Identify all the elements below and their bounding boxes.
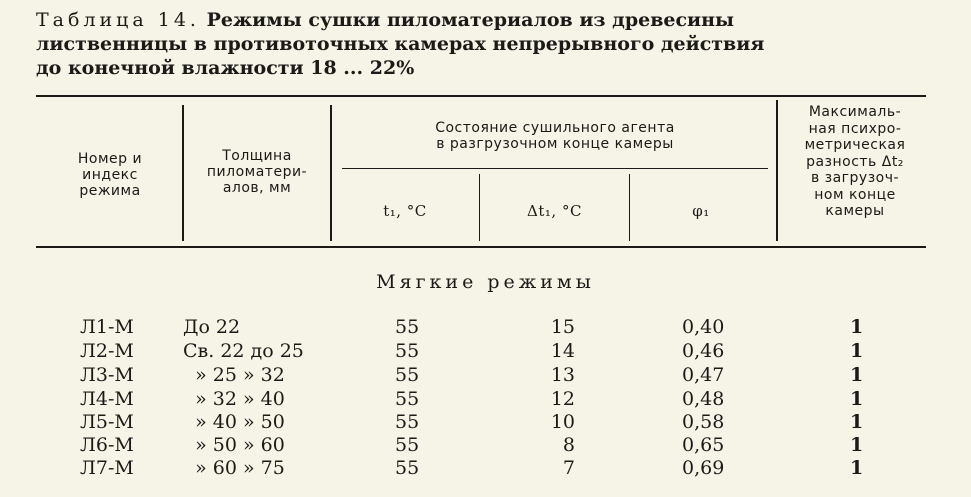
header-thickness: Толщина пиломатери- алов, мм [206, 148, 308, 196]
cell-dt1: 13 [550, 364, 575, 386]
header-mode: Номер и индекс режима [77, 151, 143, 199]
header-agent-state: Состояние сушильного агента в разгрузочном конце камеры [435, 120, 675, 152]
cell-mode: Л6-М [80, 434, 134, 456]
cell-mode: Л7-М [80, 457, 134, 479]
section-title: Мягкие режимы [376, 271, 595, 293]
header-max-diff: Максималь- ная психро- метрическая разность Δt₂ в загрузоч- ном конце камеры [804, 104, 906, 219]
cell-phi1: 0,58 [682, 411, 725, 433]
cell-max-diff: 1 [850, 457, 864, 479]
cell-dt1: 12 [550, 388, 575, 410]
table-row [0, 315, 971, 339]
cell-max-diff: 1 [850, 388, 864, 410]
cell-phi1: 0,47 [682, 364, 725, 386]
cell-mode: Л1-М [80, 316, 134, 338]
col-divider-2 [330, 105, 332, 241]
cell-dt1: 7 [562, 457, 575, 479]
cell-thickness: » 32 » 40 [183, 388, 285, 410]
cell-max-diff: 1 [850, 434, 864, 456]
cell-mode: Л4-М [80, 388, 134, 410]
cell-t1: 55 [395, 316, 420, 338]
table-row [0, 410, 971, 434]
table-top-rule [36, 95, 926, 97]
cell-thickness: » 60 » 75 [183, 457, 285, 479]
cell-phi1: 0,69 [682, 457, 725, 479]
cell-thickness: До 22 [183, 316, 241, 338]
caption-lead: Таблица 14. [36, 9, 200, 31]
cell-max-diff: 1 [850, 411, 864, 433]
header-phi1: φ₁ [692, 202, 710, 220]
cell-max-diff: 1 [850, 316, 864, 338]
cell-phi1: 0,65 [682, 434, 725, 456]
cell-t1: 55 [395, 457, 420, 479]
cell-mode: Л2-М [80, 340, 134, 362]
col-divider-3 [776, 100, 778, 241]
cell-t1: 55 [395, 434, 420, 456]
cell-thickness: Св. 22 до 25 [183, 340, 304, 362]
cell-dt1: 14 [550, 340, 575, 362]
cell-t1: 55 [395, 364, 420, 386]
caption-line-1: Режимы сушки пиломатериалов из древесины [206, 9, 735, 31]
table-row [0, 387, 971, 411]
header-dt1: Δt₁, °C [527, 202, 582, 220]
table-header-bottom-rule [36, 246, 926, 248]
cell-t1: 55 [395, 411, 420, 433]
cell-t1: 55 [395, 388, 420, 410]
col-divider-1 [182, 105, 184, 241]
caption-line-3: до конечной влажности 18 ... 22% [36, 57, 415, 79]
cell-thickness: » 50 » 60 [183, 434, 285, 456]
table-row [0, 456, 971, 480]
table-caption [36, 8, 916, 80]
cell-max-diff: 1 [850, 364, 864, 386]
cell-t1: 55 [395, 340, 420, 362]
header-t1: t₁, °C [383, 202, 427, 220]
cell-phi1: 0,48 [682, 388, 725, 410]
table-row [0, 433, 971, 457]
cell-mode: Л3-М [80, 364, 134, 386]
cell-phi1: 0,46 [682, 340, 725, 362]
cell-thickness: » 40 » 50 [183, 411, 285, 433]
subheader-rule [342, 168, 768, 169]
caption-line-2: лиственницы в противоточных камерах непрерывного действия [36, 33, 765, 55]
cell-dt1: 15 [550, 316, 575, 338]
cell-phi1: 0,40 [682, 316, 725, 338]
cell-dt1: 8 [562, 434, 575, 456]
cell-mode: Л5-М [80, 411, 134, 433]
cell-dt1: 10 [550, 411, 575, 433]
table-row [0, 363, 971, 387]
col-divider-4 [479, 174, 480, 241]
table-row [0, 339, 971, 363]
cell-thickness: » 25 » 32 [183, 364, 285, 386]
col-divider-5 [629, 174, 630, 241]
cell-max-diff: 1 [850, 340, 864, 362]
